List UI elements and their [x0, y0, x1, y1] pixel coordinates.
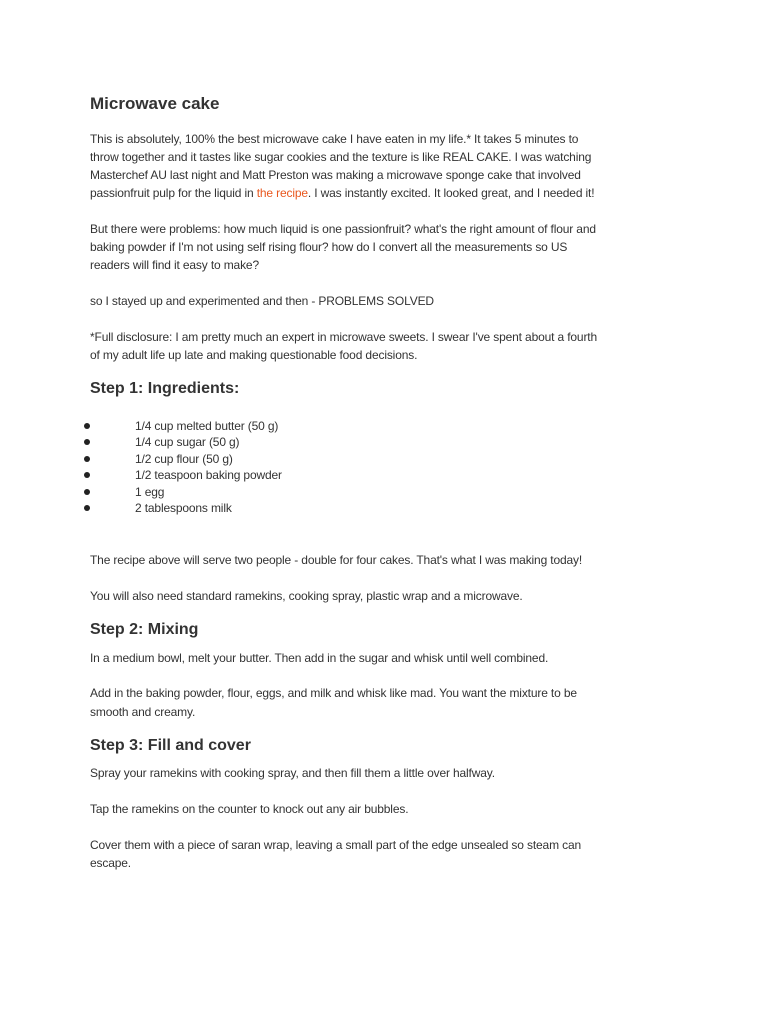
article — [90, 0, 676, 1024]
step2-heading: Step 2: Mixing — [90, 621, 199, 638]
bullet-icon — [84, 423, 90, 429]
step2-paragraph: smooth and creamy. — [90, 705, 196, 719]
bullet-icon — [84, 489, 90, 495]
serves-text: The recipe above will serve two people - double for four cakes. That's what I was making today! — [90, 553, 583, 567]
ingredient-item: 1/2 teaspoon baking powder — [135, 468, 282, 482]
problems-line: But there were problems: how much liquid is one passionfruit? what's the right amount of flour and — [90, 222, 596, 236]
step3-paragraph: Tap the ramekins on the counter to knock out any air bubbles. — [90, 802, 409, 816]
intro-line: Masterchef AU last night and Matt Preston was making a microwave sponge cake that involved — [90, 168, 581, 182]
ingredient-item: 2 tablespoons milk — [135, 501, 232, 515]
article-title: Microwave cake — [90, 94, 220, 113]
also-need-text: You will also need standard ramekins, cooking spray, plastic wrap and a microwave. — [90, 589, 523, 603]
ingredient-item: 1/2 cup flour (50 g) — [135, 452, 233, 466]
ingredient-item: 1/4 cup melted butter (50 g) — [135, 419, 279, 433]
intro-text: . I was instantly excited. It looked great, and I needed it! — [307, 186, 595, 200]
step1-heading: Step 1: Ingredients: — [90, 380, 240, 397]
intro-text: passionfruit pulp for the liquid in — [90, 186, 257, 200]
step3-paragraph: Cover them with a piece of saran wrap, leaving a small part of the edge unsealed so steam can — [90, 838, 581, 852]
problems-line: readers will find it easy to make? — [90, 258, 259, 272]
problems-line: baking powder if I'm not using self rising flour? how do I convert all the measurements so US — [90, 240, 568, 254]
intro-line: throw together and it tastes like sugar cookies and the texture is like REAL CAKE. I was watching — [90, 150, 592, 164]
step2-paragraph: Add in the baking powder, flour, eggs, and milk and whisk like mad. You want the mixture to be — [90, 686, 577, 700]
disclosure-line: of my adult life up late and making questionable food decisions. — [90, 348, 418, 362]
bullet-icon — [84, 472, 90, 478]
recipe-link[interactable]: the recipe — [256, 186, 308, 200]
intro-line: This is absolutely, 100% the best microwave cake I have eaten in my life.* It takes 5 minutes to — [90, 132, 579, 146]
bullet-icon — [84, 439, 90, 445]
disclosure-line: *Full disclosure: I am pretty much an expert in microwave sweets. I swear I've spent about a fourth — [90, 330, 598, 344]
step3-paragraph: escape. — [90, 856, 131, 870]
bullet-icon — [84, 456, 90, 462]
ingredient-item: 1/4 cup sugar (50 g) — [135, 435, 240, 449]
step3-paragraph: Spray your ramekins with cooking spray, and then fill them a little over halfway. — [90, 766, 495, 780]
bullet-icon — [84, 505, 90, 511]
ingredient-item: 1 egg — [135, 485, 165, 499]
step3-heading: Step 3: Fill and cover — [90, 737, 251, 754]
intro-line — [90, 184, 594, 202]
solved-text: so I stayed up and experimented and then - PROBLEMS SOLVED — [90, 294, 434, 308]
step2-paragraph: In a medium bowl, melt your butter. Then add in the sugar and whisk until well combined. — [90, 651, 549, 665]
